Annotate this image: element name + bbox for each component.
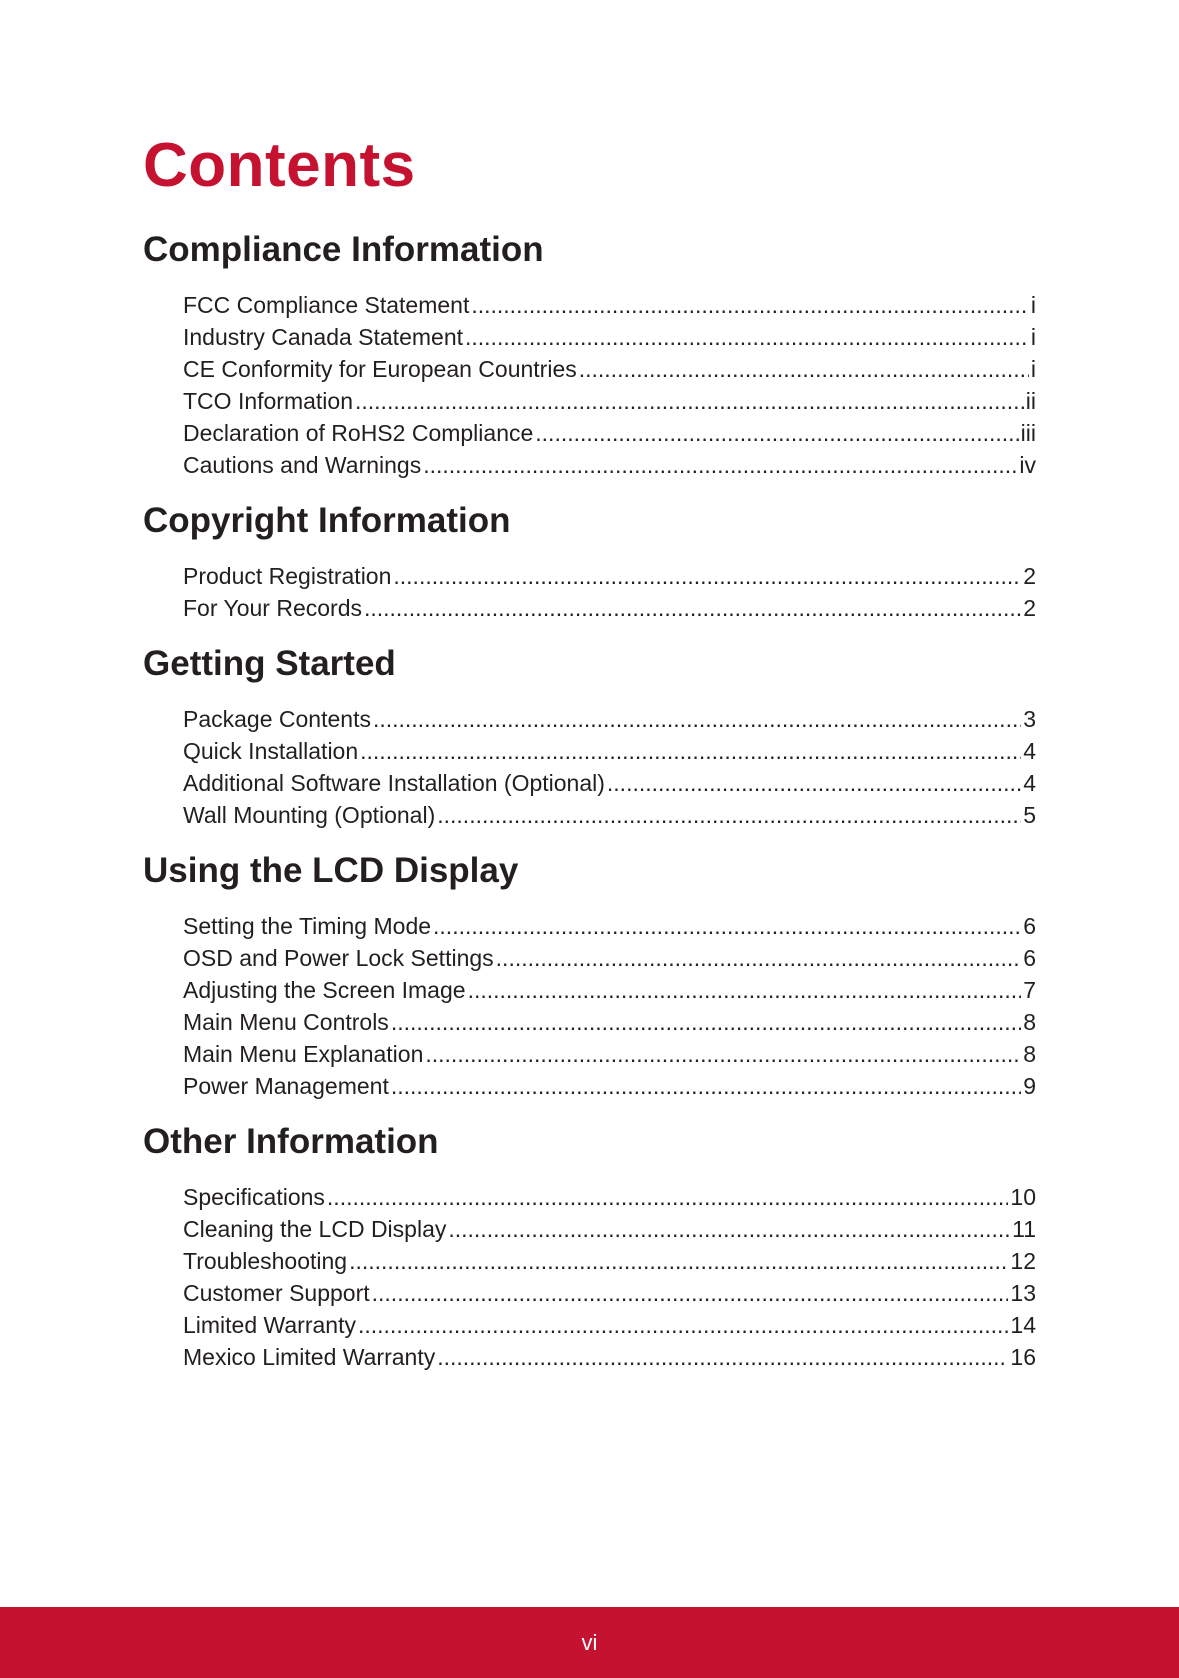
dot-leader xyxy=(355,385,1024,417)
toc-section-other-information xyxy=(143,1114,1036,1373)
dot-leader xyxy=(607,767,1021,799)
toc-entry-page-number: 10 xyxy=(1010,1184,1036,1210)
dot-leader xyxy=(465,321,1029,353)
toc-entry[interactable] xyxy=(183,1341,1036,1373)
dot-leader xyxy=(579,353,1029,385)
toc-entry[interactable] xyxy=(183,1070,1036,1102)
section-heading: Using the LCD Display xyxy=(143,851,519,890)
dot-leader xyxy=(437,1341,1008,1373)
dot-leader xyxy=(535,417,1018,449)
page-footer-bar xyxy=(0,1607,1179,1678)
toc-entry-label: Adjusting the Screen Image xyxy=(183,977,466,1003)
toc-entry-label: Quick Installation xyxy=(183,738,359,764)
toc-entry[interactable] xyxy=(183,592,1036,624)
dot-leader xyxy=(391,1070,1021,1102)
toc-entry[interactable] xyxy=(183,289,1036,321)
toc-entry-page-number: iv xyxy=(1019,452,1036,478)
dot-leader xyxy=(327,1181,1008,1213)
dot-leader xyxy=(468,974,1022,1006)
toc-entry[interactable] xyxy=(183,385,1036,417)
toc-entry[interactable] xyxy=(183,560,1036,592)
page-title: Contents xyxy=(143,131,416,200)
toc-entry-page-number: 12 xyxy=(1010,1248,1036,1274)
toc-entry-label: Mexico Limited Warranty xyxy=(183,1344,436,1370)
toc-section-getting-started xyxy=(143,636,1036,831)
toc-entry-page-number: 4 xyxy=(1023,738,1036,764)
toc-section-using-the-lcd-display xyxy=(143,843,1036,1102)
toc-entry-page-number: iii xyxy=(1020,420,1036,446)
dot-leader xyxy=(364,592,1021,624)
toc-entry[interactable] xyxy=(183,799,1036,831)
dot-leader xyxy=(349,1245,1008,1277)
toc-entry-label: Cleaning the LCD Display xyxy=(183,1216,447,1242)
toc-entry-label: Troubleshooting xyxy=(183,1248,348,1274)
dot-leader xyxy=(360,735,1021,767)
toc-entry-label: Limited Warranty xyxy=(183,1312,356,1338)
toc-entry[interactable] xyxy=(183,1181,1036,1213)
toc-entry[interactable] xyxy=(183,417,1036,449)
toc-entry-list xyxy=(143,1181,1036,1373)
toc-entry-label: Declaration of RoHS2 Compliance xyxy=(183,420,534,446)
toc-entry[interactable] xyxy=(183,1277,1036,1309)
toc-entry[interactable] xyxy=(183,974,1036,1006)
toc-entry-page-number: 3 xyxy=(1023,706,1036,732)
toc-entry-label: Power Management xyxy=(183,1073,389,1099)
toc-entry[interactable] xyxy=(183,449,1036,481)
toc-entry-page-number: 4 xyxy=(1023,770,1036,796)
toc-entry-page-number: 2 xyxy=(1023,563,1036,589)
toc-entry-label: Main Menu Controls xyxy=(183,1009,389,1035)
toc-entry-page-number: 5 xyxy=(1023,802,1036,828)
toc-entry-page-number: 16 xyxy=(1010,1344,1036,1370)
toc-entry[interactable] xyxy=(183,910,1036,942)
dot-leader xyxy=(496,942,1022,974)
toc-entry-label: Wall Mounting (Optional) xyxy=(183,802,436,828)
toc-entry[interactable] xyxy=(183,321,1036,353)
toc-entry-page-number: i xyxy=(1030,292,1036,318)
toc-entry-page-number: ii xyxy=(1025,388,1036,414)
toc-entry[interactable] xyxy=(183,1006,1036,1038)
toc-entry-page-number: i xyxy=(1030,324,1036,350)
section-heading: Copyright Information xyxy=(143,501,511,540)
toc-entry-list xyxy=(143,560,1036,624)
toc-entry-label: Industry Canada Statement xyxy=(183,324,463,350)
toc-entry-list xyxy=(143,289,1036,481)
toc-entry-list xyxy=(143,703,1036,831)
toc-entry-page-number: 14 xyxy=(1010,1312,1036,1338)
toc-entry[interactable] xyxy=(183,735,1036,767)
toc-entry-label: CE Conformity for European Countries xyxy=(183,356,577,382)
toc-entry-label: Package Contents xyxy=(183,706,371,732)
toc-entry-label: Specifications xyxy=(183,1184,325,1210)
toc-entry-page-number: 6 xyxy=(1023,945,1036,971)
table-of-contents xyxy=(143,222,1036,1373)
toc-entry-page-number: 8 xyxy=(1023,1041,1036,1067)
dot-leader xyxy=(425,1038,1021,1070)
toc-entry-label: OSD and Power Lock Settings xyxy=(183,945,494,971)
toc-entry[interactable] xyxy=(183,1038,1036,1070)
toc-entry-label: Cautions and Warnings xyxy=(183,452,422,478)
dot-leader xyxy=(471,289,1029,321)
toc-entry-label: Product Registration xyxy=(183,563,392,589)
toc-entry-label: Setting the Timing Mode xyxy=(183,913,432,939)
toc-section-copyright-information xyxy=(143,493,1036,624)
toc-entry-page-number: 2 xyxy=(1023,595,1036,621)
toc-entry-label: For Your Records xyxy=(183,595,362,621)
toc-entry[interactable] xyxy=(183,1245,1036,1277)
toc-entry[interactable] xyxy=(183,1309,1036,1341)
toc-entry[interactable] xyxy=(183,703,1036,735)
dot-leader xyxy=(373,703,1021,735)
toc-entry-page-number: 11 xyxy=(1012,1216,1036,1242)
toc-entry-page-number: 7 xyxy=(1023,977,1036,1003)
section-heading: Getting Started xyxy=(143,644,396,683)
dot-leader xyxy=(393,560,1021,592)
toc-entry[interactable] xyxy=(183,353,1036,385)
toc-entry[interactable] xyxy=(183,942,1036,974)
toc-entry-page-number: 8 xyxy=(1023,1009,1036,1035)
toc-entry-page-number: i xyxy=(1030,356,1036,382)
dot-leader xyxy=(391,1006,1021,1038)
dot-leader xyxy=(423,449,1017,481)
toc-entry-label: Main Menu Explanation xyxy=(183,1041,424,1067)
dot-leader xyxy=(358,1309,1008,1341)
dot-leader xyxy=(437,799,1021,831)
toc-entry-page-number: 9 xyxy=(1023,1073,1036,1099)
toc-entry-label: Additional Software Installation (Optional) xyxy=(183,770,605,796)
section-heading: Compliance Information xyxy=(143,230,544,269)
toc-entry-page-number: 6 xyxy=(1023,913,1036,939)
toc-entry-label: TCO Information xyxy=(183,388,353,414)
toc-entry-page-number: 13 xyxy=(1010,1280,1036,1306)
toc-entry[interactable] xyxy=(183,767,1036,799)
footer-page-number: vi xyxy=(581,1630,598,1655)
toc-entry-label: Customer Support xyxy=(183,1280,370,1306)
toc-entry[interactable] xyxy=(183,1213,1036,1245)
toc-entry-label: FCC Compliance Statement xyxy=(183,292,470,318)
section-heading: Other Information xyxy=(143,1122,439,1161)
toc-section-compliance-information xyxy=(143,222,1036,481)
toc-entry-list xyxy=(143,910,1036,1102)
dot-leader xyxy=(372,1277,1009,1309)
dot-leader xyxy=(433,910,1021,942)
dot-leader xyxy=(448,1213,1010,1245)
